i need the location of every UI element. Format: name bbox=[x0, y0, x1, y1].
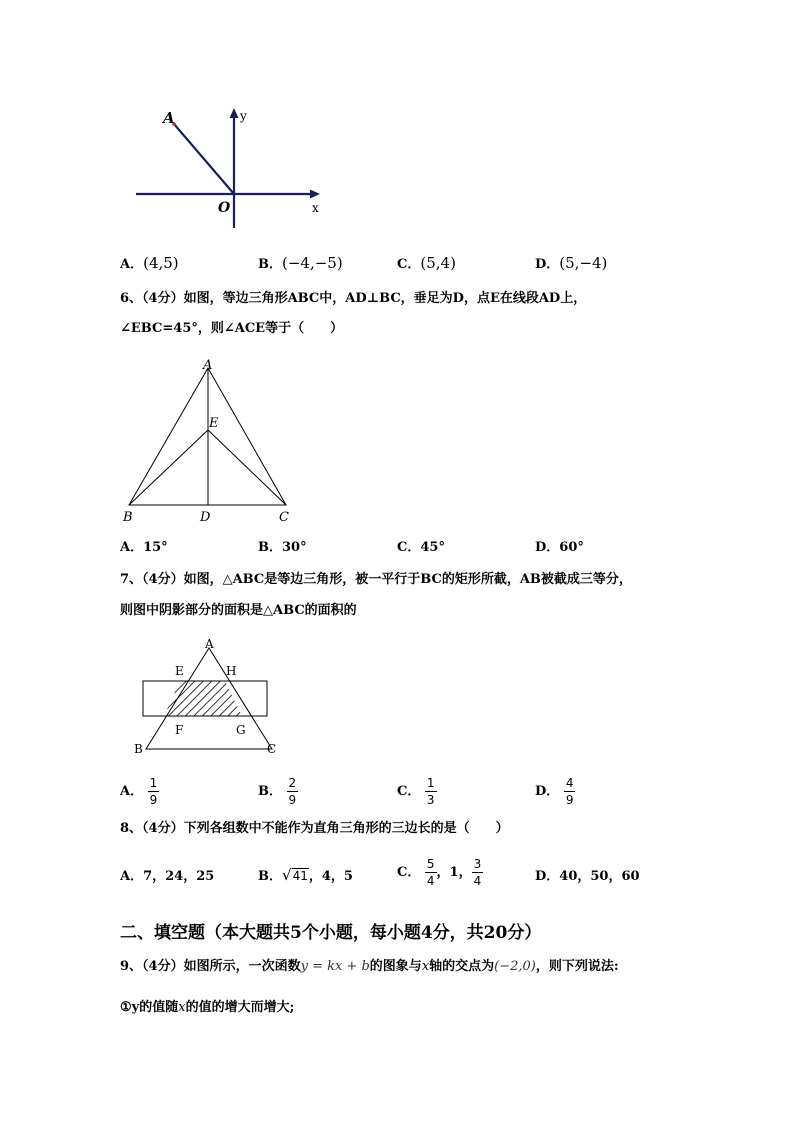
label-a: A bbox=[203, 358, 213, 373]
label-g: G bbox=[236, 723, 246, 737]
q9-item-1: ①y的值随x的值的增大而增大; bbox=[120, 1000, 295, 1015]
q7-option-a[interactable] bbox=[120, 776, 159, 807]
q5-option-a[interactable] bbox=[120, 255, 179, 273]
label-d: D bbox=[200, 510, 211, 525]
q5-option-d[interactable] bbox=[535, 255, 607, 273]
label-e: E bbox=[175, 664, 184, 678]
q5-coordinate-figure bbox=[130, 100, 330, 235]
option-letter: D． bbox=[535, 784, 560, 799]
segment-ce bbox=[208, 430, 286, 505]
option-fraction: $\frac{1}{9}$ bbox=[149, 776, 158, 807]
option-letter: C． bbox=[397, 540, 421, 555]
option-mid: ，1， bbox=[436, 865, 472, 880]
option-fraction: $\frac{4}{9}$ bbox=[565, 776, 574, 807]
option-fraction: $\frac{2}{9}$ bbox=[288, 776, 297, 807]
label-c: C bbox=[267, 742, 277, 756]
q9-var-x: x bbox=[421, 959, 430, 974]
option-letter: D． bbox=[535, 540, 560, 555]
segment-oa bbox=[174, 124, 234, 194]
option-value: 45° bbox=[420, 540, 445, 555]
label-e: E bbox=[209, 416, 219, 431]
sqrt-radicand: 41 bbox=[292, 869, 308, 883]
option-value: (−4,−5) bbox=[282, 254, 343, 272]
shaded-region-efgh bbox=[164, 681, 242, 716]
q8-option-b[interactable] bbox=[258, 867, 353, 885]
sqrt-sign: √ bbox=[282, 866, 292, 884]
option-rest: ，4，5 bbox=[308, 869, 353, 884]
q7-stem-line1: 7、（4分）如图，△ABC是等边三角形，被一平行于BC的矩形所截，AB被截成三等分， bbox=[120, 572, 632, 587]
q6-option-c[interactable] bbox=[397, 540, 445, 556]
option-letter: A． bbox=[120, 540, 144, 555]
q9-formula: y = kx + b bbox=[300, 959, 370, 974]
label-c: C bbox=[279, 510, 289, 525]
q6-stem-line2: ∠EBC=45°，则∠ACE等于（ ） bbox=[120, 321, 344, 336]
option-fraction-2: $\frac{3}{4}$ bbox=[473, 857, 482, 888]
q7-triangle-rectangle-figure bbox=[130, 635, 285, 760]
q7-stem-line2: 则图中阴影部分的面积是△ABC的面积的 bbox=[120, 603, 357, 618]
q7-option-c[interactable] bbox=[397, 776, 437, 807]
q9-stem: 9、（4分）如图所示，一次函数y = kx + b的图象与x轴的交点为(−2,0)，则下列说法: bbox=[120, 959, 619, 974]
option-letter: D． bbox=[535, 869, 560, 884]
label-b: B bbox=[134, 742, 143, 756]
q8-option-a[interactable] bbox=[120, 869, 214, 885]
q9-point: (−2,0) bbox=[494, 959, 536, 974]
q6-triangle-figure bbox=[115, 355, 305, 525]
q8-stem: 8、（4分）下列各组数中不能作为直角三角形的三边长的是（ ） bbox=[120, 821, 509, 836]
option-letter: B． bbox=[258, 257, 282, 272]
label-a: A bbox=[163, 109, 175, 127]
q7-option-b[interactable] bbox=[258, 776, 298, 807]
option-letter: A． bbox=[120, 869, 144, 884]
label-b: B bbox=[123, 510, 133, 525]
q6-option-b[interactable] bbox=[258, 540, 307, 556]
y-axis-arrow bbox=[230, 108, 239, 118]
q6-option-d[interactable] bbox=[535, 540, 584, 556]
option-letter: D． bbox=[535, 257, 560, 272]
label-f: F bbox=[175, 723, 184, 737]
q5-option-b[interactable] bbox=[258, 255, 343, 273]
option-letter: A． bbox=[120, 257, 144, 272]
option-letter: B． bbox=[258, 784, 282, 799]
label-a: A bbox=[205, 637, 214, 651]
q8-option-c[interactable] bbox=[397, 857, 483, 888]
q9-item1-var-x: x bbox=[178, 1000, 186, 1015]
option-value: 15° bbox=[143, 540, 168, 555]
option-letter: A． bbox=[120, 784, 144, 799]
label-x: x bbox=[312, 201, 319, 215]
option-value: 40，50，60 bbox=[559, 869, 640, 884]
q6-option-a[interactable] bbox=[120, 540, 168, 556]
x-axis-arrow bbox=[310, 190, 320, 199]
option-letter: C． bbox=[397, 865, 421, 880]
q6-stem-line1: 6、（4分）如图，等边三角形ABC中，AD⊥BC，垂足为D，点E在线段AD上， bbox=[120, 291, 587, 306]
option-fraction-1: $\frac{5}{4}$ bbox=[426, 857, 435, 888]
option-letter: B． bbox=[258, 869, 282, 884]
option-value: 30° bbox=[282, 540, 307, 555]
option-fraction: $\frac{1}{3}$ bbox=[426, 776, 435, 807]
option-value: (5,−4) bbox=[559, 254, 608, 272]
option-value: (5,4) bbox=[420, 254, 456, 272]
segment-be bbox=[129, 430, 208, 505]
option-value: 60° bbox=[559, 540, 584, 555]
q7-option-d[interactable] bbox=[535, 776, 575, 807]
option-value: (4,5) bbox=[143, 254, 179, 272]
option-value: 7，24，25 bbox=[143, 869, 215, 884]
q5-option-c[interactable] bbox=[397, 255, 456, 273]
option-letter: C． bbox=[397, 257, 421, 272]
label-o: O bbox=[218, 200, 231, 216]
label-h: H bbox=[226, 664, 237, 678]
section-heading: 二、填空题（本大题共5个小题，每小题4分，共20分） bbox=[120, 923, 542, 943]
option-letter: C． bbox=[397, 784, 421, 799]
q8-option-d[interactable] bbox=[535, 869, 640, 885]
option-letter: B． bbox=[258, 540, 282, 555]
label-y: y bbox=[240, 109, 247, 123]
